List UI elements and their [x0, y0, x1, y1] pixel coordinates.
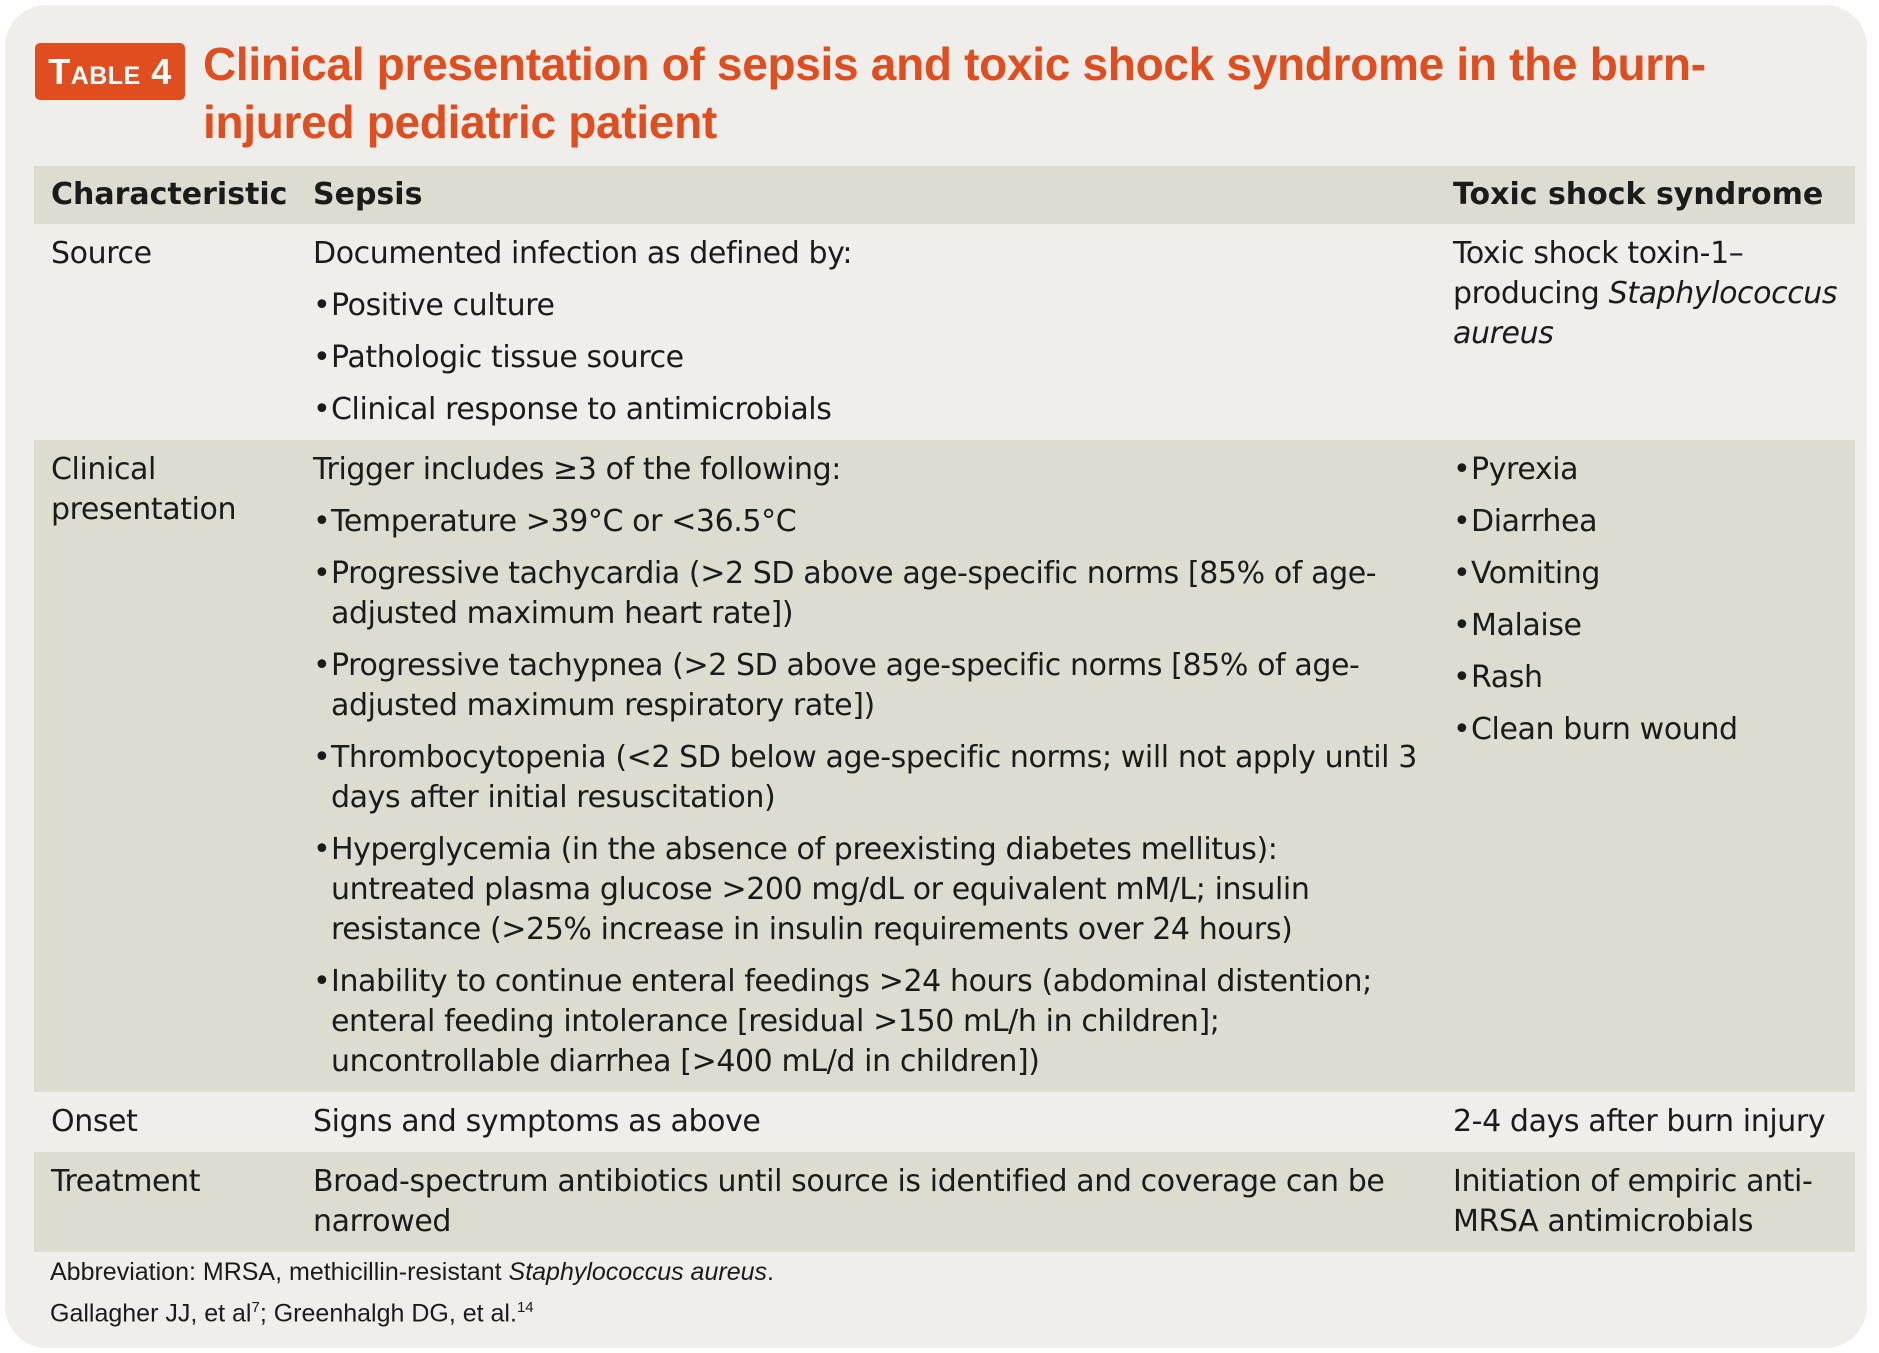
list-item: • Progressive tachypnea (>2 SD above age-specific norms [85% of age-adjusted maximum respiratory rate]) — [313, 646, 1428, 726]
sepsis-clinical-list — [313, 502, 1428, 1082]
list-item: • Clinical response to antimicrobials — [313, 390, 1428, 430]
column-header-tss: Toxic shock syndrome — [1436, 166, 1855, 224]
cell-clinical-sepsis — [296, 440, 1436, 1092]
cell-source-sepsis — [296, 224, 1436, 440]
list-item: • Inability to continue enteral feedings >24 hours (abdominal distention; enteral feeding intolerance [residual >150 mL/h in children]; uncontrollable diarrhea [>400 mL/d in children]) — [313, 962, 1428, 1082]
sepsis-source-lead: Documented infection as defined by: — [313, 236, 853, 271]
reference-superscript-14: 14 — [516, 1299, 534, 1316]
list-item: • Pyrexia — [1453, 450, 1847, 490]
list-item: • Thrombocytopenia (<2 SD below age-specific norms; will not apply until 3 days after initial resuscitation) — [313, 738, 1428, 818]
table-footnotes — [50, 1255, 774, 1331]
cell-treatment-tss: Initiation of empiric anti-MRSA antimicrobials — [1436, 1152, 1855, 1252]
comparison-table — [34, 166, 1855, 1252]
reference-note — [50, 1290, 774, 1331]
cell-onset-tss: 2-4 days after burn injury — [1436, 1092, 1855, 1152]
list-item: • Malaise — [1453, 606, 1847, 646]
row-label-treatment: Treatment — [34, 1152, 296, 1252]
list-item: • Temperature >39°C or <36.5°C — [313, 502, 1428, 542]
table-row-clinical-presentation — [34, 440, 1855, 1092]
abbreviation-period: . — [767, 1258, 774, 1286]
reference-gallagher: Gallagher JJ, et al — [50, 1299, 252, 1328]
list-item: • Progressive tachycardia (>2 SD above age-specific norms [85% of age-adjusted maximum heart rate]) — [313, 554, 1428, 634]
list-item: • Rash — [1453, 658, 1847, 698]
tss-clinical-list — [1453, 450, 1847, 750]
cell-source-tss — [1436, 224, 1855, 440]
table-title: Clinical presentation of sepsis and toxic shock syndrome in the burn-injured pediatric patient — [203, 38, 1706, 148]
column-header-characteristic: Characteristic — [34, 166, 296, 224]
row-label-onset: Onset — [34, 1092, 296, 1152]
list-item: • Pathologic tissue source — [313, 338, 1428, 378]
sepsis-clinical-lead: Trigger includes ≥3 of the following: — [313, 452, 842, 487]
row-label-clinical-presentation: Clinical presentation — [34, 440, 296, 1092]
list-item: • Hyperglycemia (in the absence of preexisting diabetes mellitus): untreated plasma glucose >200 mg/dL or equivalent mM/L; insulin resistance (>25% increase in insulin requirements over 24 hours) — [313, 830, 1428, 950]
reference-superscript-7: 7 — [251, 1299, 260, 1316]
table-number-badge: Table 4 — [35, 43, 185, 100]
list-item: • Clean burn wound — [1453, 710, 1847, 750]
list-item: • Vomiting — [1453, 554, 1847, 594]
abbreviation-organism: Staphylococcus aureus — [508, 1258, 767, 1286]
list-item: • Diarrhea — [1453, 502, 1847, 542]
abbreviation-text: Abbreviation: MRSA, methicillin-resistant — [50, 1258, 502, 1286]
cell-onset-sepsis: Signs and symptoms as above — [296, 1092, 1436, 1152]
cell-clinical-tss — [1436, 440, 1855, 1092]
abbreviation-note — [50, 1255, 774, 1290]
sepsis-source-list — [313, 286, 1428, 430]
row-label-source: Source — [34, 224, 296, 440]
reference-greenhalgh: ; Greenhalgh DG, et al. — [259, 1299, 517, 1328]
table-row-source — [34, 224, 1855, 440]
table-row-onset — [34, 1092, 1855, 1152]
tss-source-organism: Staphylococcus aureus — [1453, 276, 1838, 351]
table-header-row — [34, 166, 1855, 224]
table-card — [5, 5, 1867, 1348]
tss-source-text: Toxic shock toxin-1–producing — [1453, 236, 1744, 311]
column-header-sepsis: Sepsis — [296, 166, 1436, 224]
table-row-treatment — [34, 1152, 1855, 1252]
list-item: • Positive culture — [313, 286, 1428, 326]
cell-treatment-sepsis: Broad-spectrum antibiotics until source is identified and coverage can be narrowed — [296, 1152, 1436, 1252]
